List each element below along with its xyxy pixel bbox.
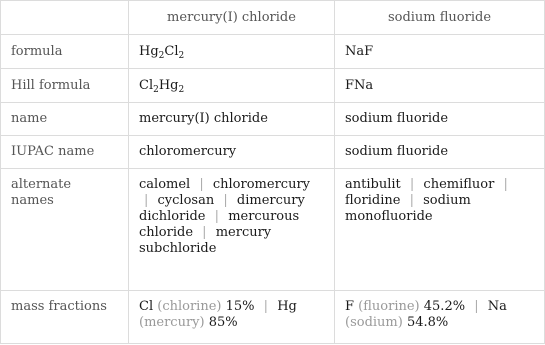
formula-text: FNa [345,77,374,93]
formula-subscript: 2 [153,84,159,95]
table-row [1,69,545,103]
formula-text: Cl [164,43,179,59]
alternate-name: floridine [345,193,401,208]
formula-text: Hg [139,43,159,59]
row-label: IUPAC name [1,136,129,169]
table-row [1,169,545,291]
element-name: (mercury) [139,315,205,330]
element-symbol: Na [487,299,507,314]
table-row [1,291,545,344]
table-row [1,136,545,169]
formula-subscript: 2 [158,50,165,61]
formula-text: NaF [345,43,374,59]
separator: | [214,209,220,224]
alternate-name: mercury subchloride [139,225,272,256]
separator: | [474,299,479,314]
mass-cell [129,291,335,344]
separator: | [144,193,149,208]
alternate-name: chemifluor [423,177,495,192]
element-name: (chlorine) [157,299,222,314]
mass-fraction [139,299,255,314]
alternate-name: mercurous chloride [139,209,300,240]
formula-text: Cl [139,77,154,93]
column-header: mercury(I) chloride [129,1,335,35]
separator: | [409,177,415,192]
formula-subscript: 2 [178,84,185,95]
table-cell: mercury(I) chloride [129,103,335,136]
table-cell: sodium fluoride [335,103,545,136]
table-row [1,35,545,69]
mass-fraction [345,299,465,314]
formula-subscript: 2 [178,50,185,61]
alternate-name: calomel [139,177,191,192]
fraction-value: 45.2% [423,299,466,314]
element-symbol: Cl [139,299,154,314]
separator: | [503,177,508,192]
formula-text: Hg [158,77,179,93]
element-symbol: Hg [277,299,297,314]
names-cell [129,169,335,291]
column-header: sodium fluoride [335,1,545,35]
corner-cell [1,1,129,35]
separator: | [409,193,414,208]
alternate-name: dimercury dichloride [139,193,305,224]
separator: | [199,177,204,192]
fraction-value: 85% [208,315,238,330]
fraction-value: 54.8% [406,315,449,330]
alternate-name: antibulit [345,177,401,192]
separator: | [223,193,228,208]
formula-cell [129,35,335,69]
header-row [1,1,545,35]
row-label: name [1,103,129,136]
alternate-name: sodium monofluoride [345,193,471,224]
alternate-name: cyclosan [157,193,215,208]
element-name: (fluorine) [358,299,420,314]
names-cell [335,169,545,291]
table-cell: sodium fluoride [335,136,545,169]
alternate-name: chloromercury [212,177,311,192]
table-row [1,103,545,136]
element-name: (sodium) [345,315,403,330]
formula-cell [335,69,545,103]
separator: | [263,299,269,314]
mass-cell [335,291,545,344]
row-label: formula [1,35,129,69]
row-label: Hill formula [1,69,129,103]
formula-cell [335,35,545,69]
row-label: mass fractions [1,291,129,344]
formula-cell [129,69,335,103]
table-cell: chloromercury [129,136,335,169]
row-label: alternate names [1,169,129,291]
fraction-value: 15% [225,299,255,314]
separator: | [202,225,207,240]
element-symbol: F [345,299,355,314]
